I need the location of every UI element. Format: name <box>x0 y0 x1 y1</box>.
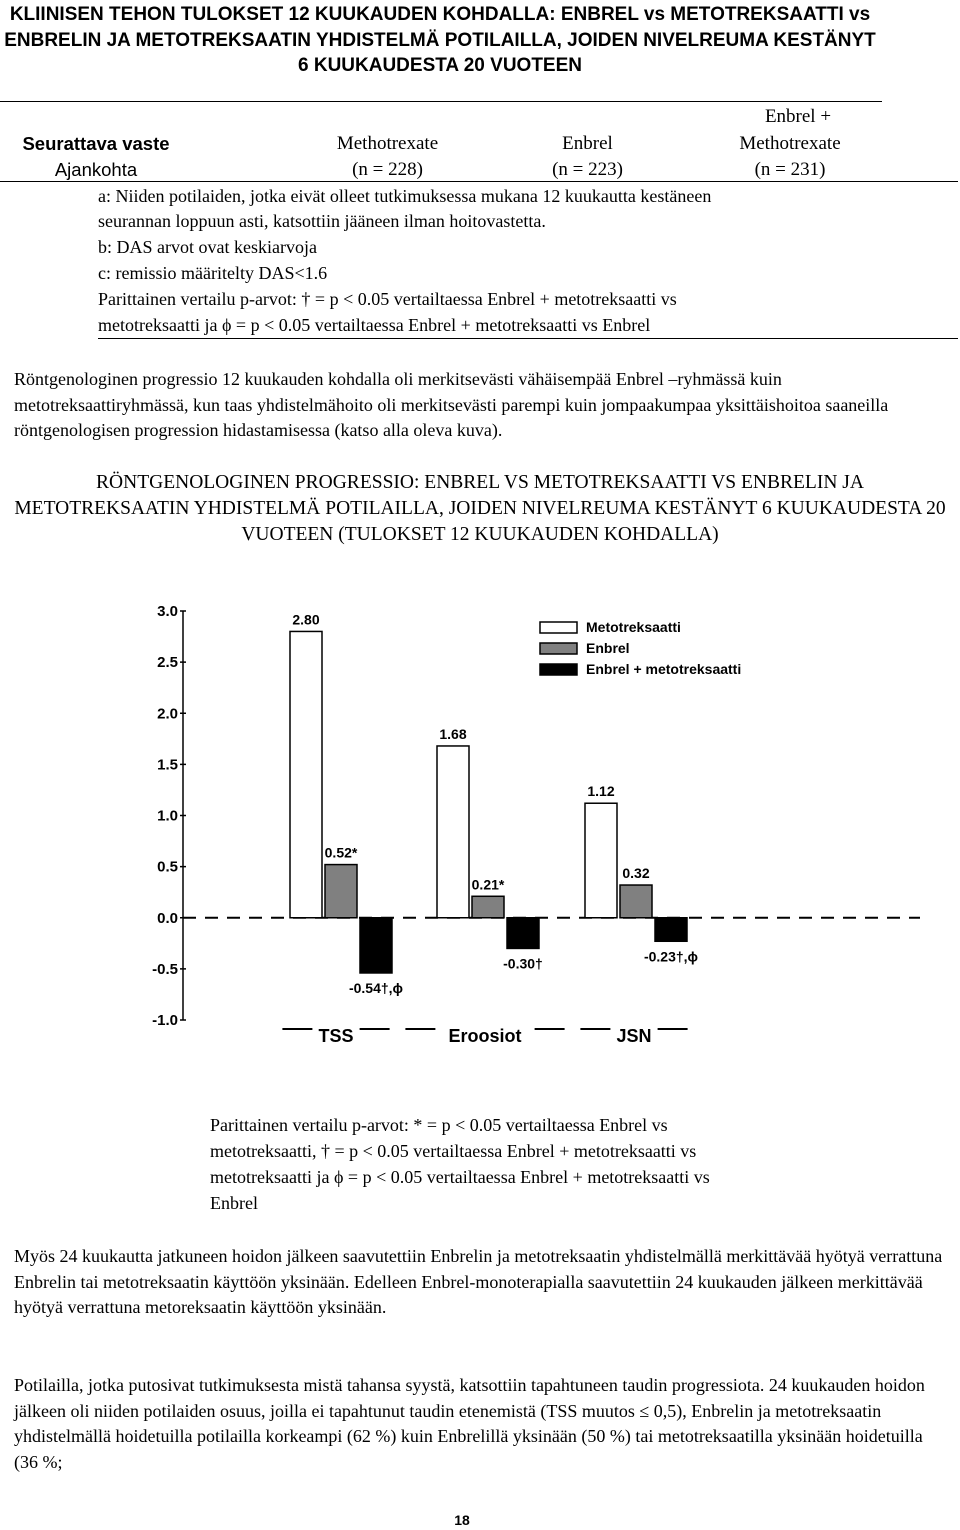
legend-label: Enbrel <box>586 640 630 656</box>
legend-swatch <box>540 622 577 633</box>
bar-eroosiot-enbrel <box>472 896 504 917</box>
col3-header-line1: Methotrexate <box>739 133 841 154</box>
bar-value-label: -0.30† <box>503 955 543 972</box>
legend-label: Metotreksaatti <box>586 619 681 635</box>
bar-jsn-metotreksaatti <box>585 803 617 918</box>
col3-header-line0: Enbrel + <box>764 106 832 127</box>
table-header-rule <box>0 181 958 182</box>
bar-eroosiot-metotreksaatti <box>437 746 469 918</box>
paragraph-dropouts: Potilailla, jotka putosivat tutkimuksesta mistä tahansa syystä, katsottiin tapahtuneen taudin progressiota. 24 kuukauden hoidon jälkeen oli niiden potilaiden osuus, joilla ei tapahtunut taudin etenemistä (TSS muutos ≤ 0,5), Enbrelin ja metotreksaatin yhdistelmällä hoidetuilla potilailla korkeampi (62 %) kuin Enbrelillä yksinään (50 %) tai metotreksaatilla yksinään hoidetuilla (36 %; <box>14 1375 925 1472</box>
chart-heading: RÖNTGENOLOGINEN PROGRESSIO: ENBREL VS METOTREKSAATTI VS ENBRELIN JA METOTREKSAATIN YHDISTELMÄ POTILAILLA, JOIDEN NIVELREUMA KESTÄNYT 6 KUUKAUDESTA 20 VUOTEEN (TULOKSET 12 KUUKAUDEN KOHDALLA) <box>14 472 946 545</box>
y-tick-label: 2.0 <box>157 705 178 723</box>
footnote-c: c: remissio määritelty DAS<1.6 <box>98 263 328 283</box>
table-title: KLIINISEN TEHON TULOKSET 12 KUUKAUDEN KOHDALLA: ENBREL vs METOTREKSAATTI vs ENBRELIN JA METOTREKSAATIN YHDISTELMÄ POTILAILLA, JOIDEN NIVELREUMA KESTÄNYT 6 KUUKAUDESTA 20 VUOTEEN <box>4 4 876 76</box>
bar-value-label: 1.12 <box>587 783 615 800</box>
page-number: 18 <box>454 1512 470 1528</box>
footnote-a-cont: seurannan loppuun asti, katsottiin jääneen ilman hoitovastetta. <box>98 211 546 231</box>
bar-tss-enbrel-metotreksaatti <box>360 918 392 973</box>
bar-value-label: 2.80 <box>292 611 320 628</box>
chart-note-line2: metotreksaatti, † = p < 0.05 vertailtaessa Enbrel + metotreksaatti vs <box>210 1141 697 1161</box>
col0-header-line1: Seurattava vaste <box>22 133 170 154</box>
table-top-rule <box>0 101 882 102</box>
footnote-b: b: DAS arvot ovat keskiarvoja <box>98 237 317 257</box>
bar-value-label: 0.52* <box>324 844 358 861</box>
col2-header-line2: (n = 223) <box>552 159 623 180</box>
bar-value-label: -0.54†,ϕ <box>348 979 404 996</box>
y-tick-label: 0.5 <box>157 858 178 876</box>
category-label-jsn: JSN <box>616 1026 652 1046</box>
footnote-a: a: Niiden potilaiden, jotka eivät olleet tutkimuksessa mukana 12 kuukautta kestäneen <box>98 186 712 206</box>
y-tick-label: 1.5 <box>157 756 178 774</box>
paragraph-24-months: Myös 24 kuukautta jatkuneen hoidon jälkeen saavutettiin Enbrelin ja metotreksaatin yhdistelmällä merkittävää hyötyä verrattuna Enbrelin tai metotreksaatin käyttöön yksinään. Edelleen Enbrel-monoterapialla saavutettiin 24 kuukauden jälkeen merkittävää hyötyä verrattuna metoreksaatin käyttöön yksinään. <box>14 1246 943 1317</box>
table-bottom-rule <box>98 338 958 339</box>
progression-bar-chart <box>0 580 960 1070</box>
paragraph-progression: Röntgenologinen progressio 12 kuukauden kohdalla oli merkitsevästi vähäisempää Enbrel –ryhmässä kuin metotreksaattiryhmässä, kun taas yhdistelmähoito oli merkitsevästi parempi kuin jompaakumpaa yksittäishoitoa saaneilla röntgenologisen progression hidastamisessa (katso alla oleva kuva). <box>14 369 889 440</box>
y-tick-label: 2.5 <box>157 654 178 672</box>
legend-swatch <box>540 643 577 654</box>
chart-note-line4: Enbrel <box>210 1193 258 1213</box>
category-label-eroosiot: Eroosiot <box>448 1026 522 1046</box>
bar-value-label: -0.23†,ϕ <box>643 948 699 965</box>
bar-value-label: 0.21* <box>471 876 505 893</box>
y-tick-label: -1.0 <box>152 1012 178 1029</box>
legend-swatch <box>540 664 577 675</box>
legend-label: Enbrel + metotreksaatti <box>586 661 742 677</box>
footnote-pvalues-cont: metotreksaatti ja ϕ = p < 0.05 vertailtaessa Enbrel + metotreksaatti vs Enbrel <box>98 315 651 335</box>
y-tick-label: 1.0 <box>157 807 178 825</box>
footnote-pvalues: Parittainen vertailu p-arvot: † = p < 0.05 vertailtaessa Enbrel + metotreksaatti vs <box>98 289 677 309</box>
bar-tss-metotreksaatti <box>290 631 322 917</box>
y-tick-label: 3.0 <box>157 603 178 620</box>
category-label-tss: TSS <box>318 1026 354 1046</box>
bar-value-label: 1.68 <box>439 725 467 742</box>
col3-header-line2: (n = 231) <box>754 159 826 180</box>
bar-eroosiot-enbrel-metotreksaatti <box>507 918 539 949</box>
y-tick-label: 0.0 <box>157 909 178 927</box>
chart-note-line1: Parittainen vertailu p-arvot: * = p < 0.05 vertailtaessa Enbrel vs <box>210 1115 668 1135</box>
bar-jsn-enbrel-metotreksaatti <box>655 918 687 942</box>
bar-tss-enbrel <box>325 865 357 918</box>
bar-value-label: 0.32 <box>622 865 650 882</box>
col1-header-line2: (n = 228) <box>352 159 423 180</box>
y-tick-label: -0.5 <box>152 960 178 978</box>
col2-header-line1: Enbrel <box>562 133 613 154</box>
chart-note-line3: metotreksaatti ja ϕ = p < 0.05 vertailtaessa Enbrel + metotreksaatti vs <box>210 1167 710 1187</box>
col0-header-line2: Ajankohta <box>54 159 138 180</box>
bar-jsn-enbrel <box>620 885 652 918</box>
col1-header-line1: Methotrexate <box>336 133 439 154</box>
